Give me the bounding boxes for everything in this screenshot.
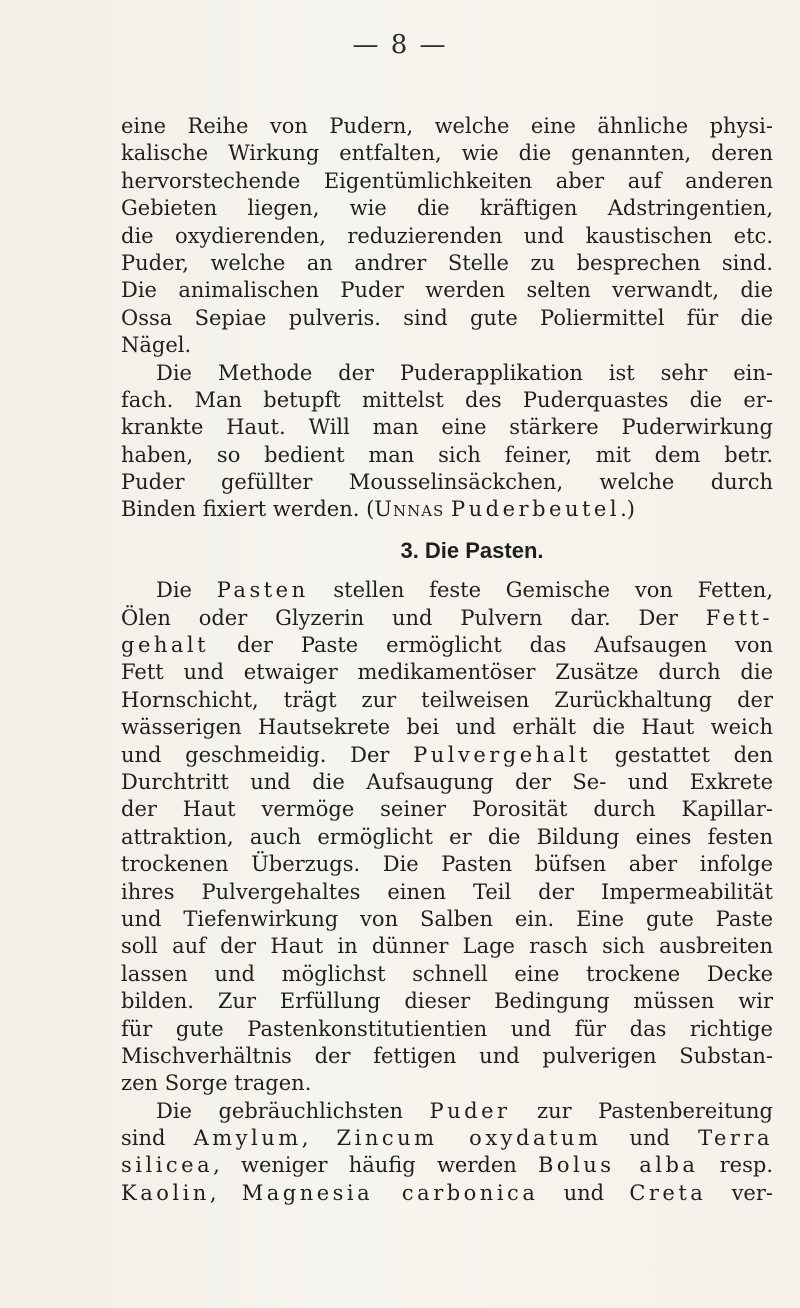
text-run: Die (156, 578, 217, 603)
text-run: und geschmeidig. Der (121, 742, 414, 767)
text-line: eine Reihe von Pudern, welche eine ähnliche physi- (121, 114, 773, 138)
text-line: hervorstechende Eigentümlichkeiten aber auf anderen (121, 168, 773, 193)
text-line: trockenen Überzugs. Die Pasten büfsen aber infolge (121, 852, 773, 877)
text-line: Die Methode der Puderapplikation ist sehr ein- (156, 360, 773, 385)
text-line: Fett und etwaiger medikamentöser Zusätze durch die (121, 660, 773, 685)
text-line (121, 1098, 773, 1125)
text-run: Ölen oder Glyzerin und Pulvern dar. Der (121, 605, 706, 630)
page-number: — 8 — (352, 30, 448, 60)
text-line: soll auf der Haut in dünner Lage rasch sich ausbreiten (121, 934, 773, 959)
text-line: Puder gefüllter Mousselinsäckchen, welche durch (121, 470, 773, 495)
text-line: Hornschicht, trägt zur teilweisen Zurückhaltung der (121, 687, 773, 712)
author-name: Unnas (374, 497, 445, 522)
text-run: resp. (698, 1153, 773, 1178)
text-line: Nägel. (121, 333, 192, 358)
emphasized-term: Kaolin (121, 1180, 210, 1205)
text-line: für gute Pastenkonstitutientien und für das richtige (121, 1016, 773, 1041)
emphasized-term: Creta (629, 1180, 707, 1205)
text-line: attraktion, auch ermöglicht er die Bildung eines festen (121, 824, 773, 849)
text-run: zur Pastenbereitung (510, 1098, 774, 1123)
emphasized-term: Bolus alba (537, 1153, 699, 1178)
text-line: zen Sorge tragen. (121, 1071, 312, 1096)
section-heading: 3. Die Pasten. (400, 537, 544, 563)
paragraph-1 (121, 113, 773, 360)
text-line: Die animalischen Puder werden selten verwandt, die (121, 278, 773, 303)
text-line (121, 1125, 773, 1152)
text-line (121, 496, 773, 523)
text-line: wässerigen Hautsekrete bei und erhält die Haut weich (121, 715, 773, 740)
text-line (121, 605, 773, 632)
text-run: ver- (706, 1180, 773, 1205)
emphasized-term: Pasten (216, 578, 309, 603)
text-line: haben, so bedient man sich feiner, mit dem betr. (121, 442, 773, 467)
text-line: Durchtritt und die Aufsaugung der Se- und Exkrete (121, 769, 773, 794)
emphasized-term: Puderbeutel (451, 497, 621, 522)
text-line: Ossa Sepiae pulveris. sind gute Poliermittel für die (121, 305, 773, 330)
emphasized-term: Puder (429, 1098, 511, 1123)
text-line: Puder, welche an andrer Stelle zu besprechen sind. (121, 250, 773, 275)
text-line (121, 1152, 773, 1179)
body-text (121, 113, 773, 1207)
text-line (121, 577, 773, 604)
text-line: ihres Pulvergehaltes einen Teil der Impermeabilität (121, 879, 773, 904)
text-run: der Paste ermöglicht das Aufsaugen von (209, 633, 773, 658)
emphasized-term: gehalt (121, 633, 210, 658)
text-run: , (301, 1126, 337, 1151)
emphasized-term: Zincum oxydatum (336, 1126, 602, 1151)
paragraph-4 (121, 1098, 773, 1208)
text-line: der Haut vermöge seiner Porosität durch Kapillar- (121, 797, 773, 822)
text-run: , weniger häufig werden (213, 1153, 538, 1178)
text-line: Mischverhältnis der fettigen und pulverigen Substan- (121, 1043, 773, 1068)
emphasized-term: Pulvergehalt (413, 742, 591, 767)
text-line: bilden. Zur Erfüllung dieser Bedingung müssen wir (121, 989, 773, 1014)
text-line (121, 742, 773, 769)
text-run: .) (620, 497, 635, 522)
text-run: und (538, 1180, 630, 1205)
text-line: fach. Man betupft mittelst des Puderquastes die er- (121, 387, 773, 412)
text-line (121, 1180, 773, 1207)
emphasized-term: Amylum (193, 1126, 302, 1151)
text-line: und Tiefenwirkung von Salben ein. Eine gute Paste (121, 906, 773, 931)
text-line: die oxydierenden, reduzierenden und kaustischen etc. (121, 223, 773, 248)
paragraph-2 (121, 360, 773, 524)
emphasized-term: silicea (121, 1153, 214, 1178)
text-line (121, 632, 773, 659)
text-line: krankte Haut. Will man eine stärkere Puderwirkung (121, 415, 773, 440)
text-run: , (209, 1180, 242, 1205)
text-run: stellen feste Gemische von Fetten, (308, 578, 774, 603)
text-run: gestattet den (590, 742, 773, 767)
text-run: und (601, 1126, 699, 1151)
text-line: lassen und möglichst schnell eine trockene Decke (121, 961, 773, 986)
emphasized-term: Fett- (705, 605, 773, 630)
text-line: kalische Wirkung entfalten, wie die genannten, deren (121, 141, 773, 166)
text-run: sind (121, 1126, 194, 1151)
emphasized-term: Magnesia carbonica (241, 1180, 539, 1205)
paragraph-3 (121, 577, 773, 1097)
emphasized-term: Terra (698, 1126, 774, 1151)
text-run: Die gebräuchlichsten (156, 1098, 430, 1123)
text-run: Binden fixiert werden. ( (121, 497, 375, 522)
text-line: Gebieten liegen, wie die kräftigen Adstringentien, (121, 196, 773, 221)
